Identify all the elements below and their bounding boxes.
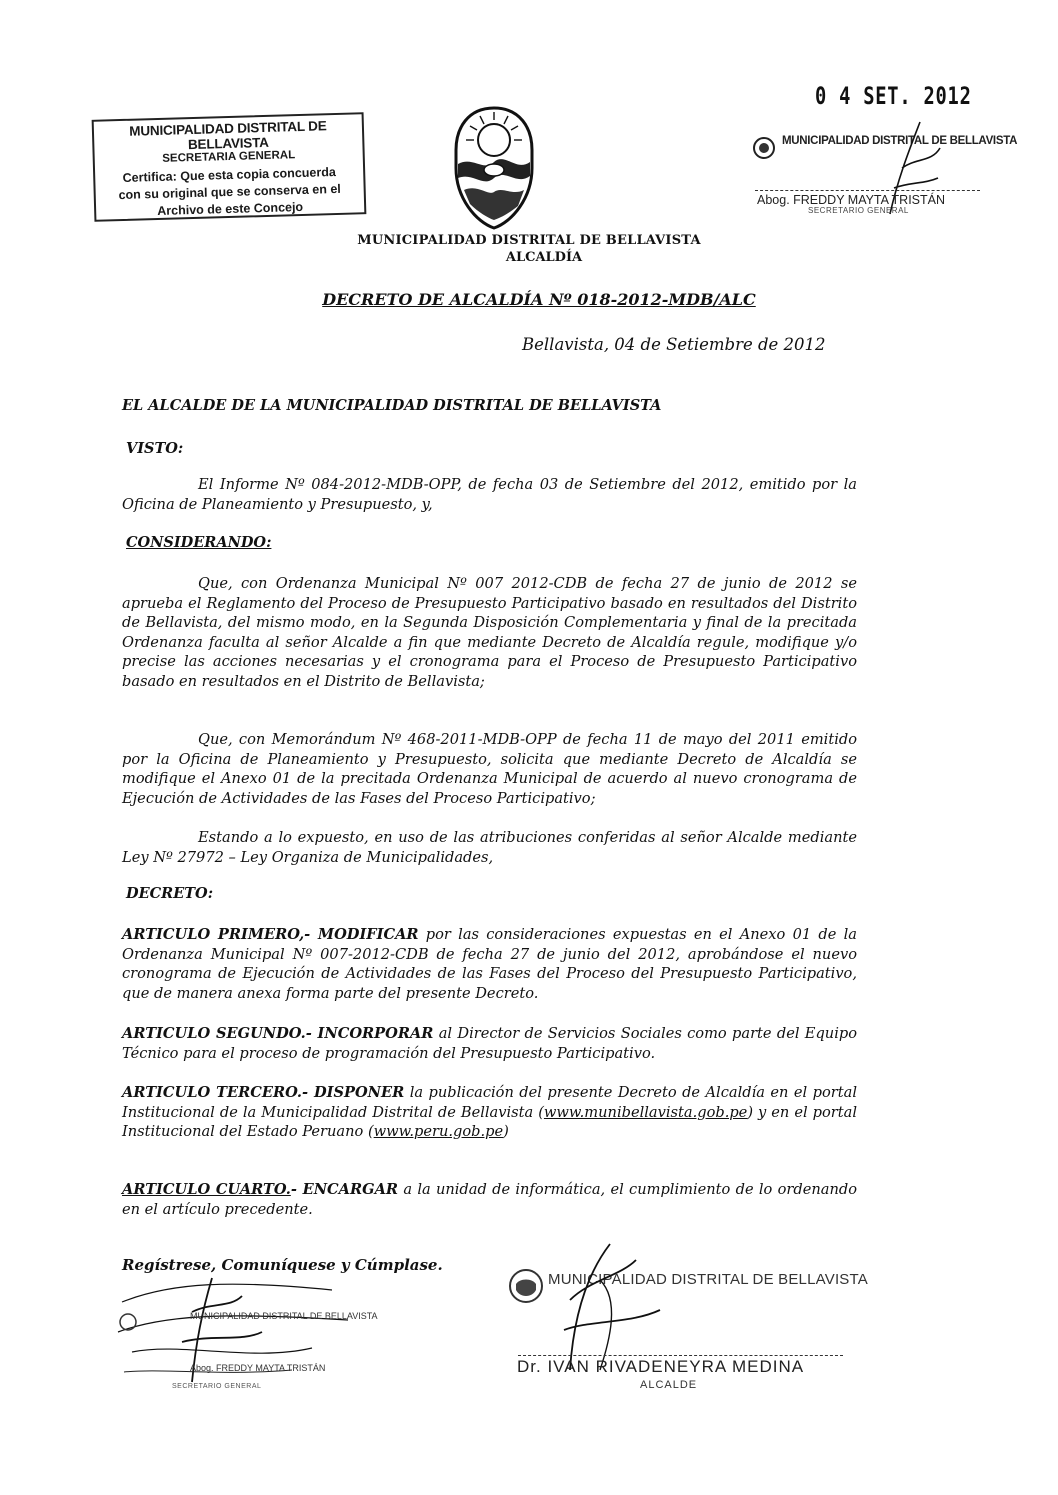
article-4-text: a la unidad de informática, el cumplimiento de lo ordenando en el artículo precedente. [122, 1181, 857, 1218]
cert-org: MUNICIPALIDAD DISTRITAL DE BELLAVISTA [129, 118, 327, 153]
decree-title: DECRETO DE ALCALDÍA Nº 018-2012-MDB/ALC [322, 290, 756, 309]
article-4-label-underlined: ARTICULO CUARTO. [122, 1181, 291, 1198]
article-1 [122, 925, 857, 1003]
article-2-text: al Director de Servicios Sociales como parte del Equipo Técnico para el proceso de programación del Presupuesto Participativo. [122, 1025, 857, 1062]
cert-office: SECRETARIA GENERAL [162, 149, 296, 165]
closing-line: Regístrese, Comuníquese y Cúmplase. [122, 1256, 443, 1274]
article-3 [122, 1083, 857, 1142]
right-signature-role: ALCALDE [640, 1379, 698, 1391]
visto-text: El Informe Nº 084-2012-MDB-OPP, de fecha 03 de Setiembre del 2012, emitido por la Oficina de Planeamiento y Presupuesto, y, [122, 476, 857, 513]
right-stamp-name: Abog. FREDDY MAYTA TRISTÁN [757, 193, 946, 207]
decreto-heading: DECRETO: [126, 885, 214, 902]
left-signature-name: Abog. FREDDY MAYTA TRISTÁN [190, 1363, 326, 1373]
cert-line-1: Certifica: Que esta copia concuerda [122, 165, 337, 185]
cert-line-2: con su original que se conserva en el [118, 181, 341, 203]
visto-heading: VISTO: [126, 440, 184, 457]
right-signature-org: MUNICIPALIDAD DISTRITAL DE BELLAVISTA [548, 1271, 868, 1288]
right-stamp-line [755, 190, 980, 191]
right-signature-line [518, 1355, 843, 1356]
article-1-text: por las consideraciones expuestas en el Anexo 01 de la Ordenanza Municipal Nº 007-2012-CDB de fecha 27 de junio del 2012, aprobándose el nuevo cronograma de Ejecución de Actividades de las Fases del Proceso del Presupuesto Participativo, que de manera anexa forma parte del presente Decreto. [122, 926, 857, 1002]
municipal-crest-icon [448, 98, 540, 230]
cert-line-3: Archivo de este Concejo [157, 199, 304, 219]
municipal-seal-icon [508, 1268, 544, 1304]
article-3-label: ARTICULO TERCERO.- DISPONER [122, 1084, 405, 1101]
article-1-label: ARTICULO PRIMERO,- MODIFICAR [122, 926, 419, 943]
considerando-paragraph-2: Que, con Memorándum Nº 468-2011-MDB-OPP de fecha 11 de mayo del 2011 emitido por la Oficina de Planeamiento y Presupuesto, solicita que mediante Decreto de Alcaldía se modifique el Anexo 01 de la precitada Ordenanza Municipal de acuerdo al nuevo cronograma de Ejecución de Actividades de las Fases del Proceso Participativo; [122, 731, 857, 807]
article-3-text-3: ) [503, 1123, 509, 1140]
considerando-paragraph-3: Estando a lo expuesto, en uso de las atribuciones conferidas al señor Alcalde mediante Ley Nº 27972 – Ley Organiza de Municipalidades, [122, 829, 857, 866]
place-date: Bellavista, 04 de Setiembre de 2012 [522, 335, 826, 354]
secretary-signature-block-icon [112, 1272, 352, 1400]
article-4-label: - ENCARGAR [290, 1181, 399, 1198]
certification-stamp [92, 112, 367, 222]
right-stamp-role: SECRETARIO GENERAL [808, 206, 909, 215]
link-munibellavista[interactable]: www.munibellavista.gob.pe [543, 1103, 748, 1121]
alcalde-heading: EL ALCALDE DE LA MUNICIPALIDAD DISTRITAL DE BELLAVISTA [122, 397, 662, 414]
header-sub: ALCALDÍA [505, 250, 583, 265]
considerando-heading: CONSIDERANDO: [126, 534, 272, 551]
article-3-text-1: la publicación del presente Decreto de Alcaldía en el portal Institucional de la Municipalidad Distrital de Bellavista ( [122, 1084, 857, 1121]
left-signature-org: MUNICIPALIDAD DISTRITAL DE BELLAVISTA [190, 1311, 378, 1321]
left-signature-role: SECRETARIO GENERAL [172, 1383, 262, 1390]
right-stamp-org: MUNICIPALIDAD DISTRITAL DE BELLAVISTA [782, 135, 1018, 147]
seal-icon [752, 136, 776, 160]
article-2 [122, 1024, 857, 1063]
date-stamp: 0 4 SET. 2012 [815, 82, 972, 110]
article-4 [122, 1180, 857, 1219]
link-peru-gob[interactable]: www.peru.gob.pe [373, 1123, 504, 1140]
considerando-paragraph-1: Que, con Ordenanza Municipal Nº 007 2012-CDB de fecha 27 de junio de 2012 se aprueba el Reglamento del Proceso de Presupuesto Participativo basado en resultados del Distrito de Bellavista, del mismo modo, en la Segunda Disposición Complementaria y final de la precitada Ordenanza faculta al señor Alcalde a fin que mediante Decreto de Alcaldía regule, modifique y/o precise las acciones necesarias y el cronograma para el Proceso de Presupuesto Participativo basado en resultados en el Distrito de Bellavista; [122, 575, 857, 690]
header-org: MUNICIPALIDAD DISTRITAL DE BELLAVISTA [357, 233, 701, 248]
right-signature-name: Dr. IVAN RIVADENEYRA MEDINA [517, 1357, 805, 1376]
article-2-label: ARTICULO SEGUNDO.- INCORPORAR [122, 1025, 434, 1042]
article-3-text-2: ) y en el portal Institucional del Estado Peruano ( [122, 1103, 857, 1140]
